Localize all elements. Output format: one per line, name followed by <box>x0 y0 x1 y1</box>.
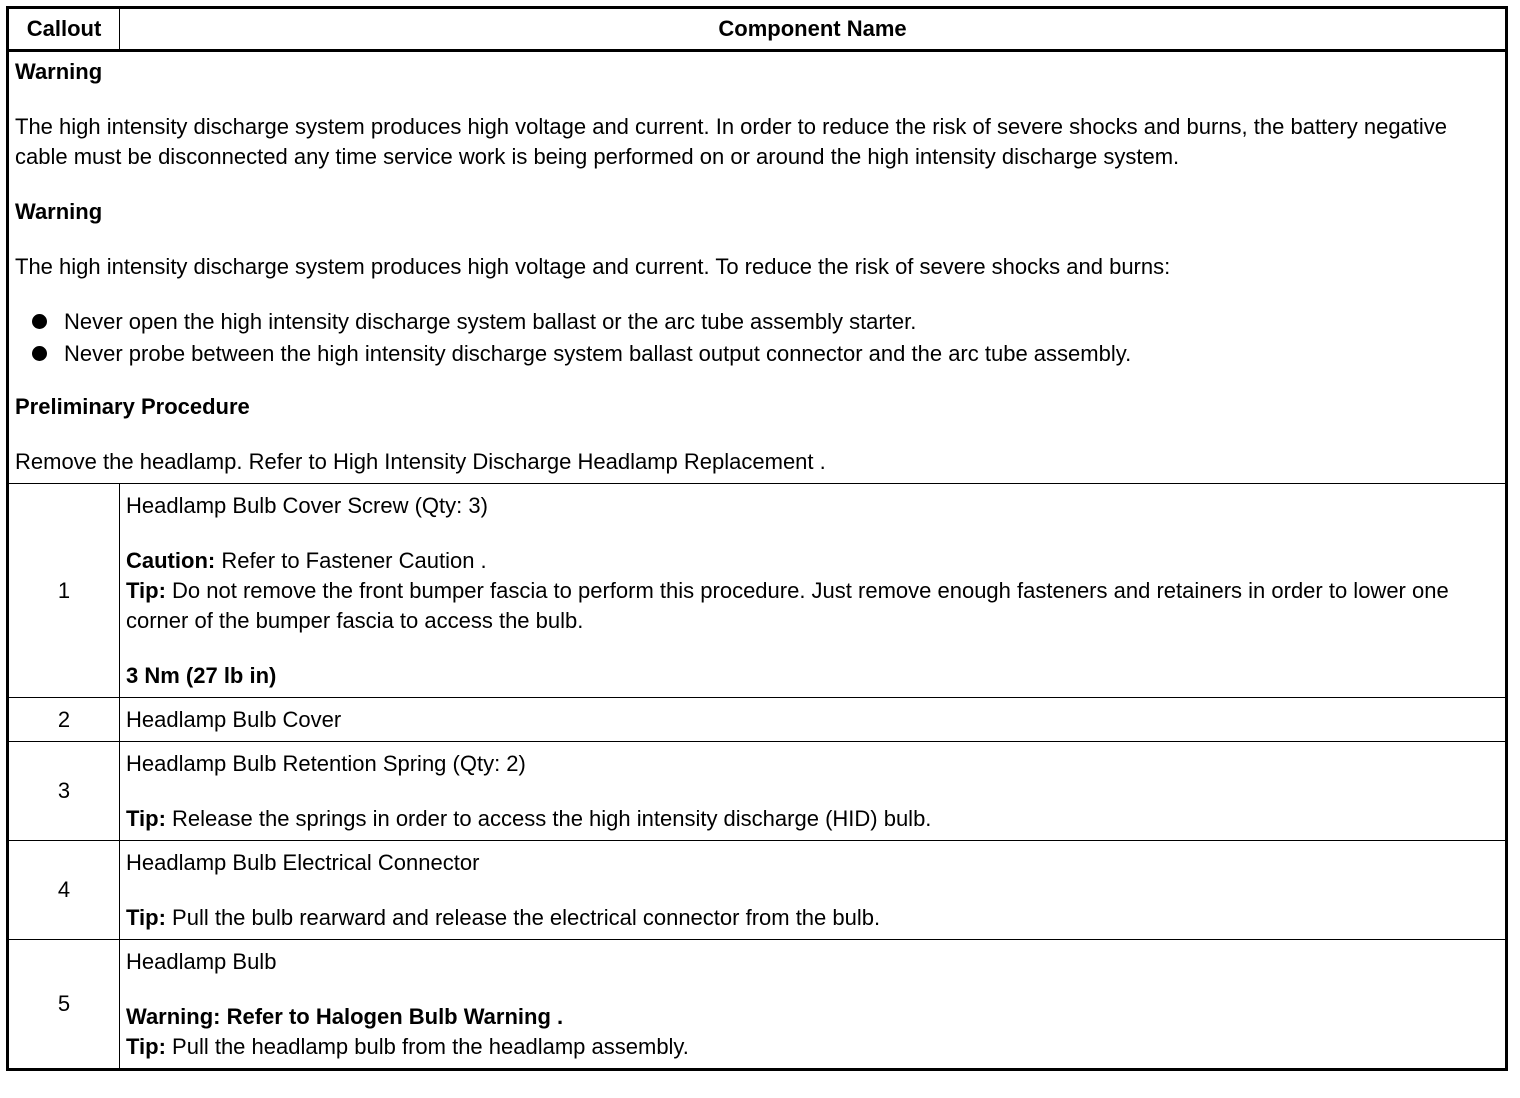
warning-text: Refer to Halogen Bulb Warning . <box>220 1004 564 1029</box>
warning-title-2: Warning <box>15 199 103 224</box>
preliminary-procedure-text: Remove the headlamp. Refer to High Intensity Discharge Headlamp Replacement . <box>15 449 826 474</box>
warning-label: Warning: <box>126 1004 221 1029</box>
caution-text: Refer to Fastener Caution . <box>215 548 487 573</box>
component-name: Headlamp Bulb Cover Screw (Qty: 3) <box>126 493 488 518</box>
warning-bullet-list <box>15 306 1499 370</box>
component-cell <box>120 940 1507 1070</box>
table-row <box>8 742 1507 841</box>
tip-label: Tip: <box>126 578 166 603</box>
tip-label: Tip: <box>126 1034 166 1059</box>
component-name: Headlamp Bulb <box>126 949 277 974</box>
component-name: Headlamp Bulb Electrical Connector <box>126 850 480 875</box>
callout-number: 1 <box>8 484 120 698</box>
bullet-text: Never open the high intensity discharge system ballast or the arc tube assembly starter. <box>64 309 917 334</box>
callout-number: 5 <box>8 940 120 1070</box>
list-item <box>15 306 1499 338</box>
table-row <box>8 940 1507 1070</box>
table-header-row <box>8 8 1507 51</box>
component-table <box>6 6 1508 1071</box>
list-item <box>15 338 1499 370</box>
tip-label: Tip: <box>126 806 166 831</box>
warning-title-1: Warning <box>15 59 103 84</box>
tip-text: Release the springs in order to access the high intensity discharge (HID) bulb. <box>165 806 932 831</box>
callout-number: 4 <box>8 841 120 940</box>
component-name: Headlamp Bulb Cover <box>126 707 342 732</box>
torque-spec <box>126 661 1499 691</box>
bullet-icon <box>32 314 47 329</box>
torque-value: 3 Nm (27 lb in) <box>126 663 277 688</box>
warning-note <box>126 1002 1499 1032</box>
tip-note <box>126 576 1499 636</box>
component-cell <box>120 698 1507 742</box>
tip-text: Pull the headlamp bulb from the headlamp assembly. <box>165 1034 689 1059</box>
tip-note <box>126 804 1499 834</box>
tip-note <box>126 903 1499 933</box>
tip-label: Tip: <box>126 905 166 930</box>
callout-number: 2 <box>8 698 120 742</box>
table-row <box>8 698 1507 742</box>
callout-number: 3 <box>8 742 120 841</box>
bullet-icon <box>32 346 47 361</box>
caution-label: Caution: <box>126 548 216 573</box>
table-row <box>8 841 1507 940</box>
table-row <box>8 484 1507 698</box>
tip-text: Do not remove the front bumper fascia to perform this procedure. Just remove enough fasteners and retainers in order to lower one corner of the bumper fascia to access the bulb. <box>126 578 1449 633</box>
tip-note <box>126 1032 1499 1062</box>
warning-text-1: The high intensity discharge system produces high voltage and current. In order to reduce the risk of severe shocks and burns, the battery negative cable must be disconnected any time service work is being performed on or around the high intensity discharge system. <box>15 114 1448 169</box>
intro-row <box>8 51 1507 484</box>
warning-text-2: The high intensity discharge system produces high voltage and current. To reduce the risk of severe shocks and burns: <box>15 254 1171 279</box>
caution-note <box>126 546 1499 576</box>
preliminary-procedure-title: Preliminary Procedure <box>15 394 250 419</box>
component-name: Headlamp Bulb Retention Spring (Qty: 2) <box>126 751 526 776</box>
component-name-header: Component Name <box>120 8 1507 51</box>
component-cell <box>120 841 1507 940</box>
intro-cell <box>8 51 1507 484</box>
component-cell <box>120 484 1507 698</box>
component-cell <box>120 742 1507 841</box>
tip-text: Pull the bulb rearward and release the electrical connector from the bulb. <box>165 905 881 930</box>
callout-header: Callout <box>8 8 120 51</box>
bullet-text: Never probe between the high intensity discharge system ballast output connector and the arc tube assembly. <box>64 341 1132 366</box>
